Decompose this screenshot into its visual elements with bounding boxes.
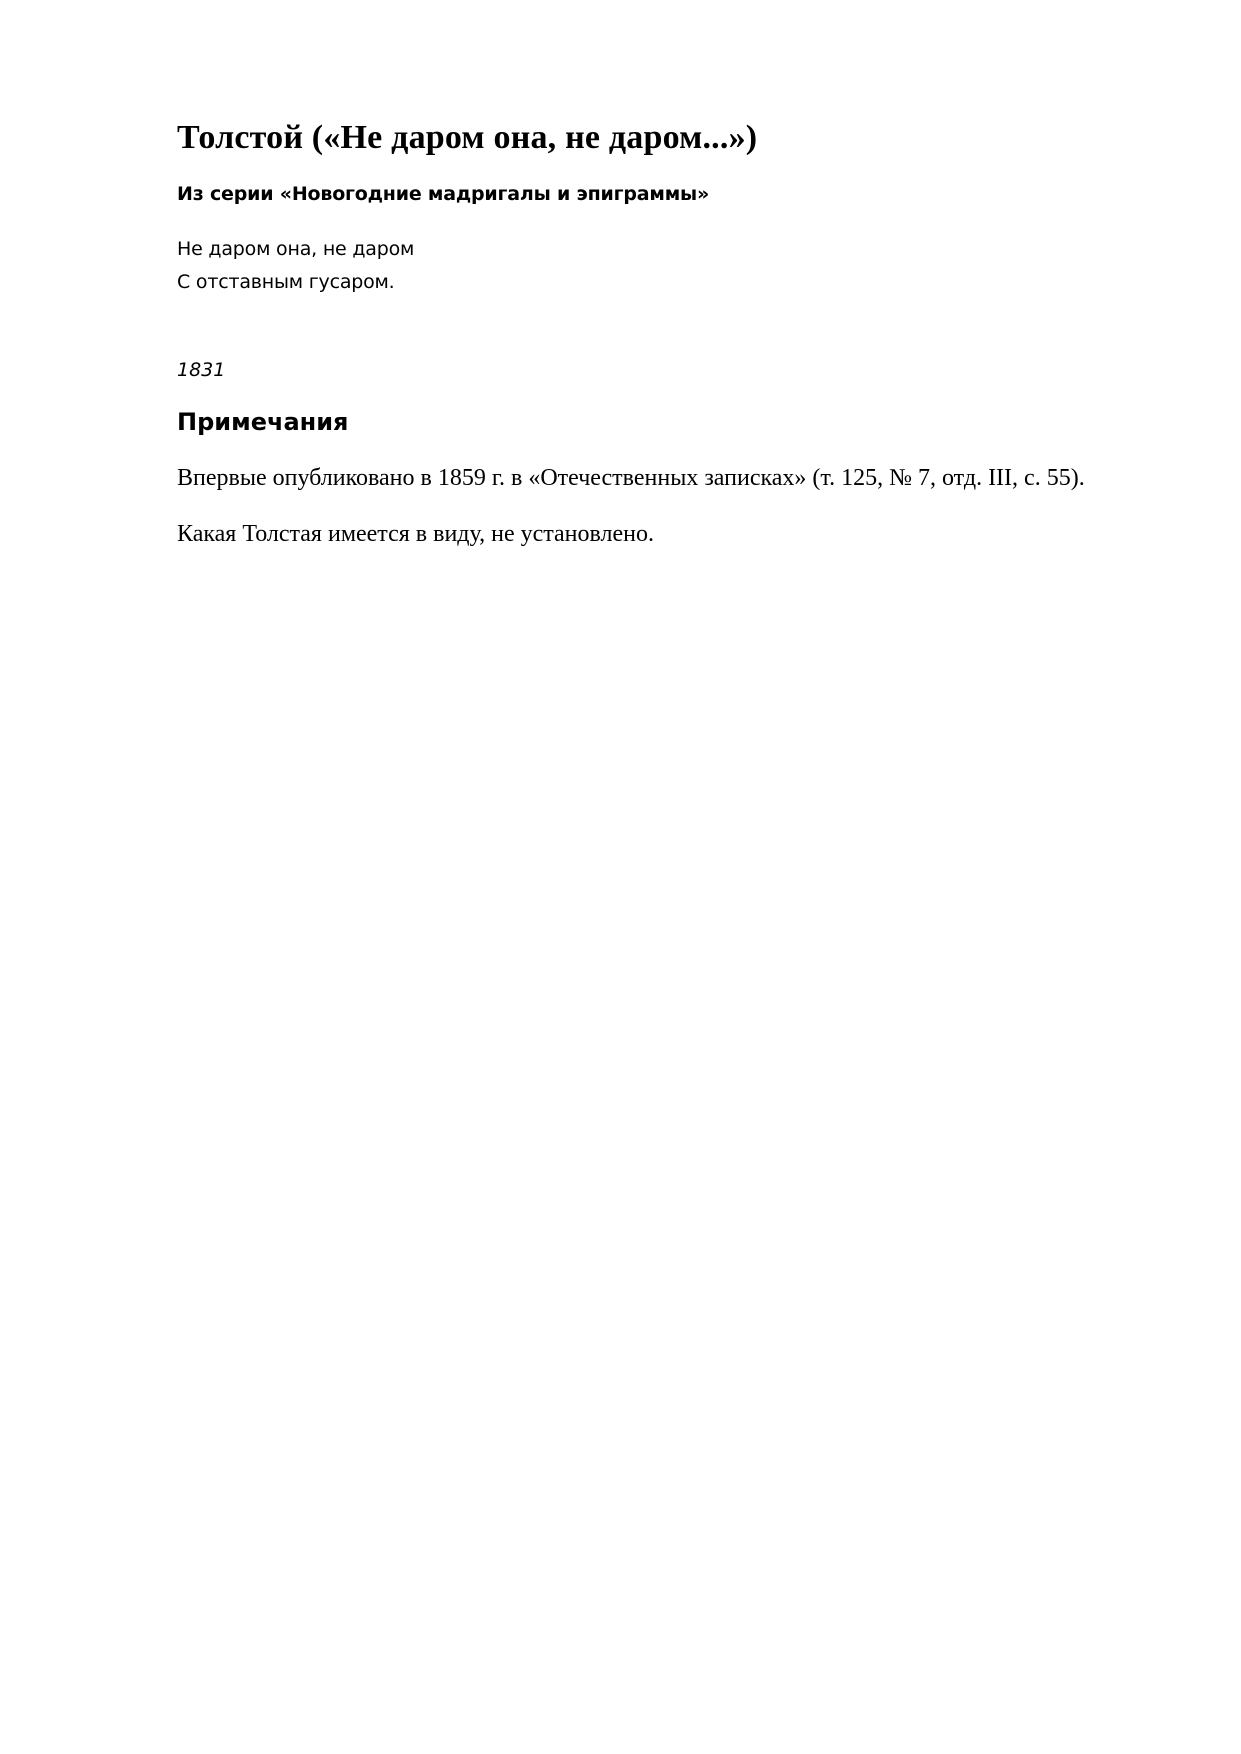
note-paragraph: Какая Толстая имеется в виду, не установлено. xyxy=(177,521,655,547)
note-paragraph: Впервые опубликовано в 1859 г. в «Отечественных записках» (т. 125, № 7, отд. III, с. 55). xyxy=(177,465,1085,491)
document-body xyxy=(177,116,1157,550)
poem-line: Не даром она, не даром xyxy=(177,238,415,260)
poem-line: С отставным гусаром. xyxy=(177,271,395,293)
series-subtitle: Из серии «Новогодние мадригалы и эпиграммы» xyxy=(177,183,710,205)
notes-heading: Примечания xyxy=(177,408,349,436)
page-title: Толстой («Не даром она, не даром...») xyxy=(177,119,758,156)
poem-date: 1831 xyxy=(177,359,226,381)
poem-text xyxy=(177,233,1157,299)
